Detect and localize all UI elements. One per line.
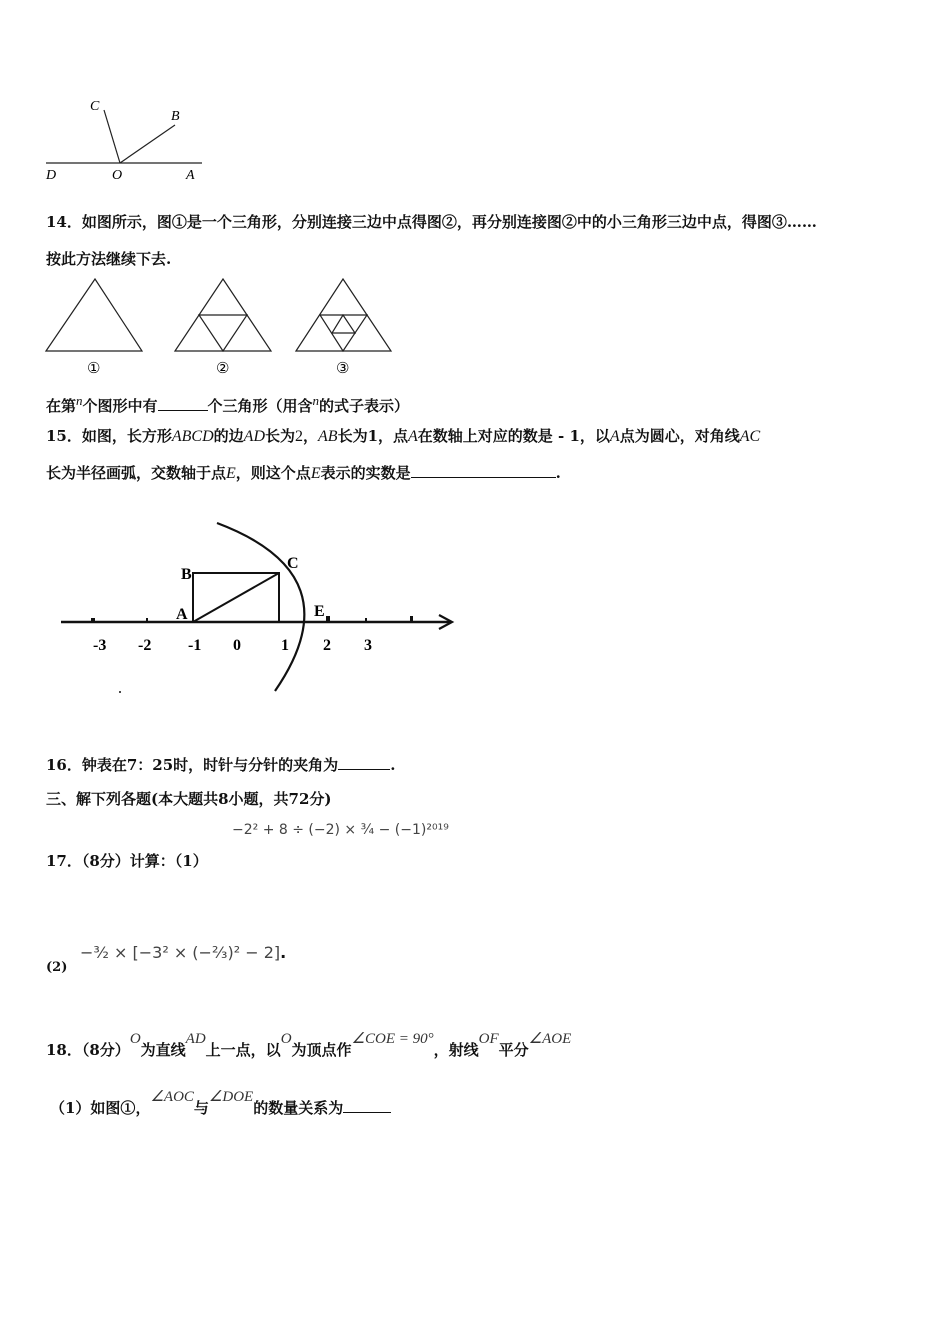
arc [217, 523, 304, 691]
q18: 18．（8分）O为直线AD上一点，以O为顶点作∠COE = 90°，射线OF平分∠AOE [46, 1031, 572, 1059]
point-b: B [181, 566, 192, 583]
triangle-1 [46, 279, 142, 351]
triangle-3-inner-small [332, 315, 355, 333]
section-title: 三、解下列各题(本大题共8小题，共72分) [46, 790, 332, 808]
tick-mark [146, 618, 148, 623]
tick-label: 3 [364, 637, 372, 654]
tick-mark [410, 616, 413, 622]
label-d: D [46, 168, 57, 183]
q15-line1: 15．如图，长方形ABCD的边AD长为2，AB长为1，点A在数轴上对应的数是 - 1，以A点为圆心，对角线AC [46, 427, 761, 445]
answer-blank[interactable] [411, 463, 556, 478]
point-c: C [287, 555, 299, 572]
diagonal-ac [193, 573, 279, 622]
q17-formula2: −³⁄₂ × [−3² × (−²⁄₃)² − 2]. [80, 943, 287, 962]
tick-label: -2 [138, 637, 152, 654]
number-line-figure [55, 515, 475, 700]
q17-label: 17．（8分）计算：（1） [46, 852, 208, 870]
label-b: B [171, 109, 180, 124]
point-e: E [314, 603, 325, 620]
q14-line2: 按此方法继续下去. [46, 250, 172, 268]
label-c: C [90, 99, 100, 114]
q14-line1: 14．如图所示，图①是一个三角形，分别连接三边中点得图②，再分别连接图②中的小三角形三边中点，得图③…… [46, 213, 817, 231]
q18-sub1: （1）如图①，∠AOC与∠DOE的数量关系为 [50, 1088, 391, 1128]
tick-label: 0 [233, 637, 241, 654]
label-a: A [186, 168, 195, 183]
stray-dot [119, 691, 121, 693]
answer-blank[interactable] [338, 755, 390, 770]
tick-label: -1 [188, 637, 202, 654]
caption-1: ① [87, 361, 101, 377]
angle-figure [40, 90, 220, 190]
q15-line2: 长为半径画弧，交数轴于点E，则这个点E表示的实数是 . [46, 464, 561, 482]
q16: 16．钟表在7：25时，时针与分针的夹角为 . [46, 756, 396, 774]
point-a: A [176, 606, 188, 623]
label-o: O [112, 168, 123, 183]
ray-ob [120, 125, 175, 163]
q17-part2-label: (2) [46, 960, 68, 975]
answer-blank[interactable] [343, 1098, 391, 1113]
triangle-2-inner [199, 315, 247, 351]
caption-3: ③ [336, 361, 350, 377]
triangle-figures [40, 275, 400, 380]
tick-label: 2 [323, 637, 331, 654]
answer-blank[interactable] [158, 396, 208, 411]
caption-2: ② [216, 361, 230, 377]
tick-label: -3 [93, 637, 107, 654]
tick-mark [365, 618, 367, 623]
tick-mark [91, 618, 95, 623]
q14-question: 在第$^n$个图形中有 个三角形（用含$^n$的式子表示） [46, 393, 410, 415]
tick-mark [326, 616, 330, 622]
q17-formula1: −2² + 8 ÷ (−2) × ¾ − (−1)²⁰¹⁹ [232, 822, 449, 838]
tick-label: 1 [281, 637, 289, 654]
ray-oc [104, 110, 120, 163]
